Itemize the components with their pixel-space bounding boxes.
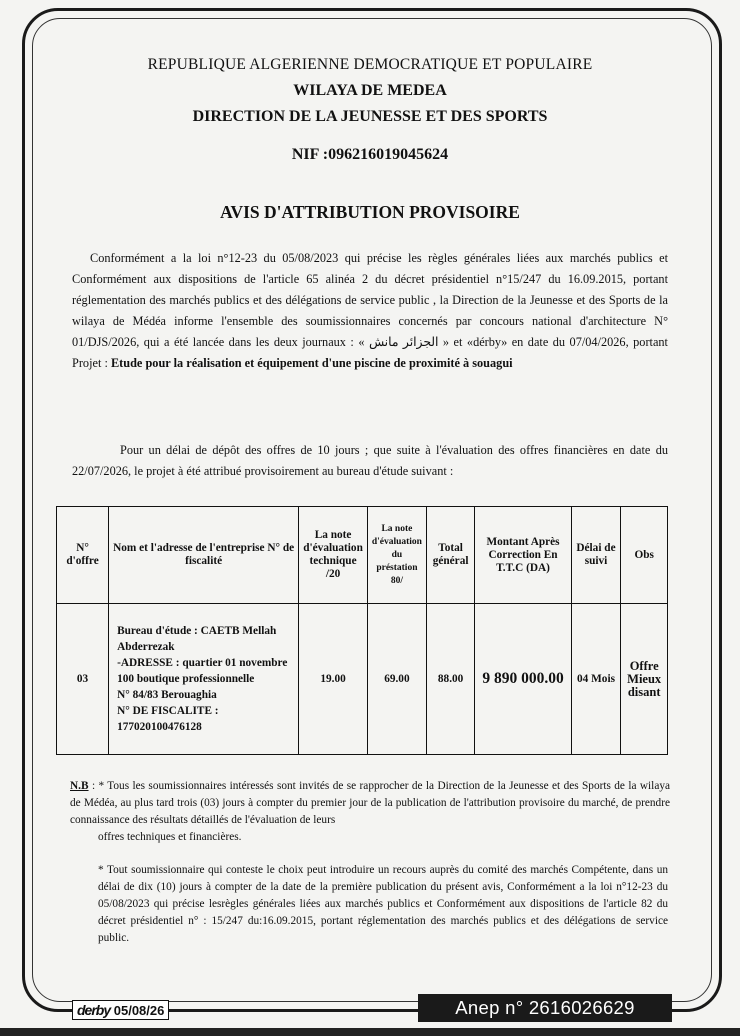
project-name: Etude pour la réalisation et équipement d'une piscine de proximité à souagui (110, 356, 513, 370)
cell-offre: 03 (57, 604, 109, 755)
publication-date: 05/08/26 (113, 1003, 165, 1018)
table-row (57, 604, 668, 755)
entreprise-name: Bureau d'étude : CAETB Mellah Abderrezak (117, 625, 277, 653)
fiscalite-label: N° DE FISCALITE : (117, 705, 219, 717)
nb-text-1: : * Tous les soumissionnaires intéressés sont invités de se rapprocher de la Direction de la Jeunesse et des Sports de la wilaya de Médéa, au plus tard trois (03) jours à compter du premier jour de la publication de l'attribution provisoire du marché, de prendre connaissance des résultats détaillés de l'évaluation de leurs (70, 780, 670, 826)
col-header-note-technique: La note d'évaluation technique /20 (299, 507, 368, 604)
entreprise-city: N° 84/83 Berouaghia (117, 689, 217, 701)
cell-total: 88.00 (426, 604, 475, 755)
cell-montant: 9 890 000.00 (475, 604, 571, 755)
nb-paragraph-2: * Tout soumissionnaire qui conteste le choix peut introduire un recours auprès du comité des marchés Compétente, dans un délai de dix (10) jours à compter de la date de la première publication du présent avis, Conformément a la loi n°12-23 du 05/08/2023 qui précise lesrègles générales liées aux marchés publics et Conformément aux dispositions de l'article 82 du décret présidentiel n° : 15/247 du:16.09.2015, portant réglementation des marchés publics et des délégations de service public. (98, 864, 668, 944)
col-header-note-prestation: La note d'évaluation du préstation 80/ (367, 507, 426, 604)
newspaper-stamp (72, 1000, 169, 1020)
nb-label: N.B (70, 780, 89, 792)
entreprise-address: -ADRESSE : quartier 01 novembre 100 boutique professionnelle (117, 657, 288, 685)
republic-header: REPUBLIQUE ALGERIENNE DEMOCRATIQUE ET POPULAIRE (147, 56, 593, 73)
nb-paragraph-1 (70, 778, 670, 829)
bottom-edge (0, 1028, 740, 1036)
attribution-table (56, 506, 668, 755)
nb-text-1b: offres techniques et financières. (98, 831, 242, 843)
table-header-row (57, 507, 668, 604)
nif-number: NIF :096216019045624 (291, 146, 449, 163)
col-header-delai: Délai de suivi (571, 507, 621, 604)
col-header-total: Total général (426, 507, 475, 604)
anep-reference: Anep n° 2616026629 (418, 994, 672, 1022)
notice-title: AVIS D'ATTRIBUTION PROVISOIRE (220, 202, 520, 222)
cell-note-prestation: 69.00 (367, 604, 426, 755)
cell-entreprise (109, 604, 299, 755)
deadline-paragraph: Pour un délai de dépôt des offres de 10 jours ; que suite à l'évaluation des offres financières en date du 22/07/2026, le projet à été attribué provisoirement au bureau d'étude suivant : (72, 443, 668, 478)
intro-paragraph (72, 248, 668, 374)
fiscalite-number: 177020100476128 (117, 721, 202, 733)
cell-note-technique: 19.00 (299, 604, 368, 755)
wilaya-header: WILAYA DE MEDEA (293, 82, 447, 99)
col-header-entreprise: Nom et l'adresse de l'entreprise N° de fiscalité (109, 507, 299, 604)
cell-obs: Offre Mieux disant (621, 604, 668, 755)
derby-logo: derby (77, 1002, 111, 1018)
col-header-montant: Montant Après Correction En T.T.C (DA) (475, 507, 571, 604)
intro-text: Conformément a la loi n°12-23 du 05/08/2023 qui précise les règles générales liées aux marchés publics et Conformément aux dispositions de l'article 65 alinéa 2 du décret présidentiel n°15/247 du 16.09.2015, portant réglementation des marchés publics et des délégations de service public , la Direction de la Jeunesse et des Sports de la wilaya de Médéa informe l'ensemble des soumissionnaires concernés par concours national d'architecture N° 01/DJS/2026, qui a été lancée dans les deux journaux : « الجزائر مانش » et «dérby» en date du 07/04/2026, portant Projet : (72, 251, 668, 370)
col-header-obs: Obs (621, 507, 668, 604)
col-header-offre: N° d'offre (57, 507, 109, 604)
direction-header: DIRECTION DE LA JEUNESSE ET DES SPORTS (192, 108, 548, 125)
cell-delai: 04 Mois (571, 604, 621, 755)
